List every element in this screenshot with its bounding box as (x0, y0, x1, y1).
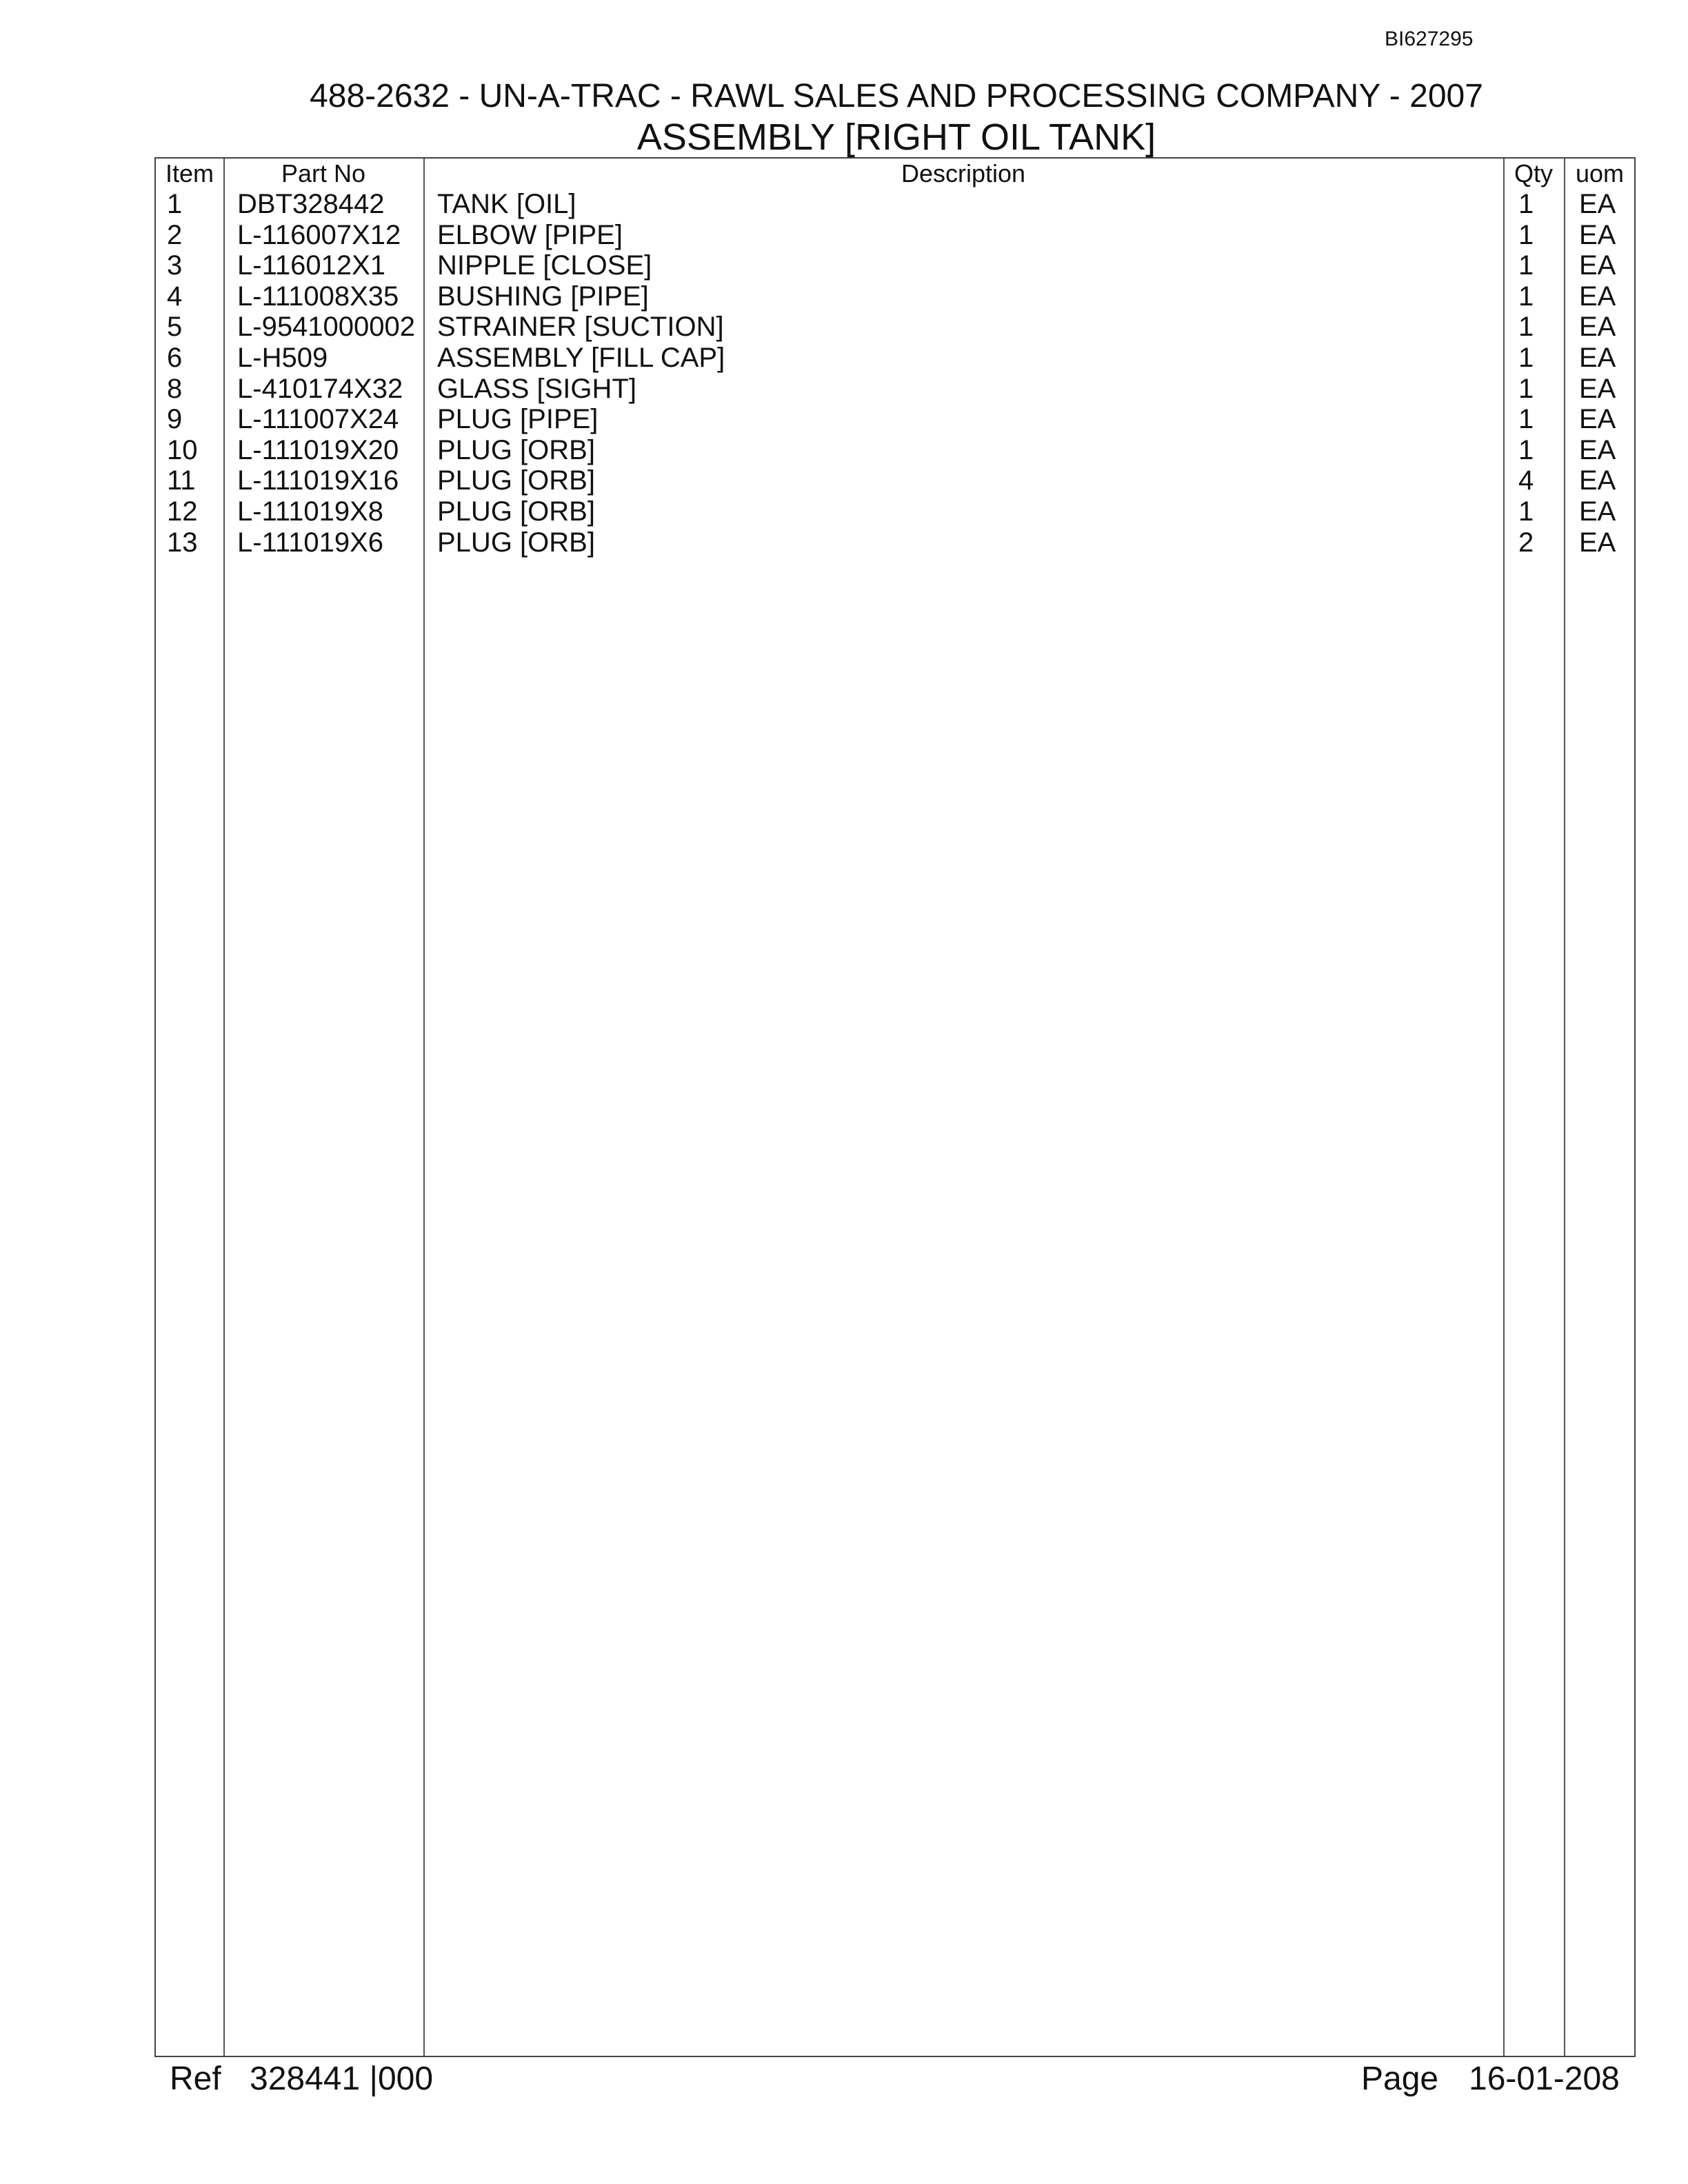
item-cell: 5 (167, 312, 183, 343)
table-row (156, 465, 1634, 496)
uom-cell: EA (1579, 527, 1616, 558)
description-cell: PLUG [PIPE] (437, 404, 599, 435)
description-cell: NIPPLE [CLOSE] (437, 250, 652, 281)
document-id: BI627295 (1385, 28, 1474, 50)
qty-cell: 1 (1518, 281, 1534, 312)
uom-cell: EA (1579, 189, 1616, 219)
table-row (156, 220, 1634, 251)
header-item: Item (165, 159, 214, 188)
uom-cell: EA (1579, 312, 1616, 343)
part-no-cell: L-H509 (237, 343, 328, 373)
qty-cell: 1 (1518, 434, 1534, 465)
item-cell: 13 (167, 527, 198, 558)
ref-label: Ref (170, 2061, 221, 2097)
table-row (156, 435, 1634, 466)
qty-cell: 1 (1518, 219, 1534, 250)
item-cell: 3 (167, 250, 183, 281)
qty-cell: 4 (1518, 465, 1534, 496)
uom-cell: EA (1579, 404, 1616, 435)
part-no-cell: L-9541000002 (237, 312, 416, 343)
part-no-cell: L-410174X32 (237, 373, 403, 404)
qty-cell: 1 (1518, 189, 1534, 219)
description-cell: STRAINER [SUCTION] (437, 312, 724, 343)
part-no-cell: L-111019X20 (237, 434, 399, 465)
table-row (156, 527, 1634, 558)
table-row (156, 281, 1634, 312)
document-title: 488-2632 - UN-A-TRAC - RAWL SALES AND PROCESSING COMPANY - 2007 (310, 78, 1483, 114)
part-no-cell: L-111019X8 (237, 496, 384, 527)
part-no-cell: L-111019X16 (237, 465, 399, 496)
qty-cell: 1 (1518, 496, 1534, 527)
ref-value: 328441 |000 (250, 2061, 434, 2097)
qty-cell: 1 (1518, 312, 1534, 343)
uom-cell: EA (1579, 281, 1616, 312)
description-cell: BUSHING [PIPE] (437, 281, 649, 312)
page-value: 16-01-208 (1469, 2061, 1620, 2097)
table-row (156, 496, 1634, 527)
qty-cell: 1 (1518, 343, 1534, 373)
description-cell: PLUG [ORB] (437, 465, 595, 496)
item-cell: 11 (167, 465, 196, 496)
item-cell: 4 (167, 281, 183, 312)
item-cell: 2 (167, 219, 183, 250)
part-no-cell: L-111007X24 (237, 404, 399, 435)
header-qty: Qty (1514, 159, 1553, 188)
uom-cell: EA (1579, 219, 1616, 250)
part-no-cell: L-116007X12 (237, 219, 401, 250)
item-cell: 1 (167, 189, 183, 219)
qty-cell: 1 (1518, 404, 1534, 435)
part-no-cell: L-111019X6 (237, 527, 384, 558)
uom-cell: EA (1579, 434, 1616, 465)
table-row (156, 312, 1634, 343)
assembly-subtitle: ASSEMBLY [RIGHT OIL TANK] (636, 117, 1156, 158)
qty-cell: 1 (1518, 250, 1534, 281)
qty-cell: 1 (1518, 373, 1534, 404)
parts-table (154, 157, 1636, 2057)
page-label: Page (1361, 2061, 1439, 2097)
item-cell: 12 (167, 496, 198, 527)
header-description: Description (901, 159, 1026, 188)
part-no-cell: L-116012X1 (237, 250, 385, 281)
header-part-no: Part No (281, 159, 366, 188)
description-cell: PLUG [ORB] (437, 434, 595, 465)
uom-cell: EA (1579, 250, 1616, 281)
item-cell: 6 (167, 343, 183, 373)
description-cell: ELBOW [PIPE] (437, 219, 623, 250)
description-cell: ASSEMBLY [FILL CAP] (437, 343, 725, 373)
item-cell: 8 (167, 373, 183, 404)
table-row (156, 250, 1634, 281)
description-cell: PLUG [ORB] (437, 527, 595, 558)
uom-cell: EA (1579, 465, 1616, 496)
uom-cell: EA (1579, 373, 1616, 404)
description-cell: GLASS [SIGHT] (437, 373, 636, 404)
part-no-cell: L-111008X35 (237, 281, 399, 312)
item-cell: 10 (167, 434, 198, 465)
table-row (156, 343, 1634, 374)
item-cell: 9 (167, 404, 183, 435)
part-no-cell: DBT328442 (237, 189, 385, 219)
table-row (156, 404, 1634, 435)
description-cell: TANK [OIL] (437, 189, 576, 219)
description-cell: PLUG [ORB] (437, 496, 595, 527)
uom-cell: EA (1579, 496, 1616, 527)
uom-cell: EA (1579, 343, 1616, 373)
qty-cell: 2 (1518, 527, 1534, 558)
table-row (156, 374, 1634, 405)
header-uom: uom (1575, 159, 1625, 188)
table-row (156, 189, 1634, 220)
